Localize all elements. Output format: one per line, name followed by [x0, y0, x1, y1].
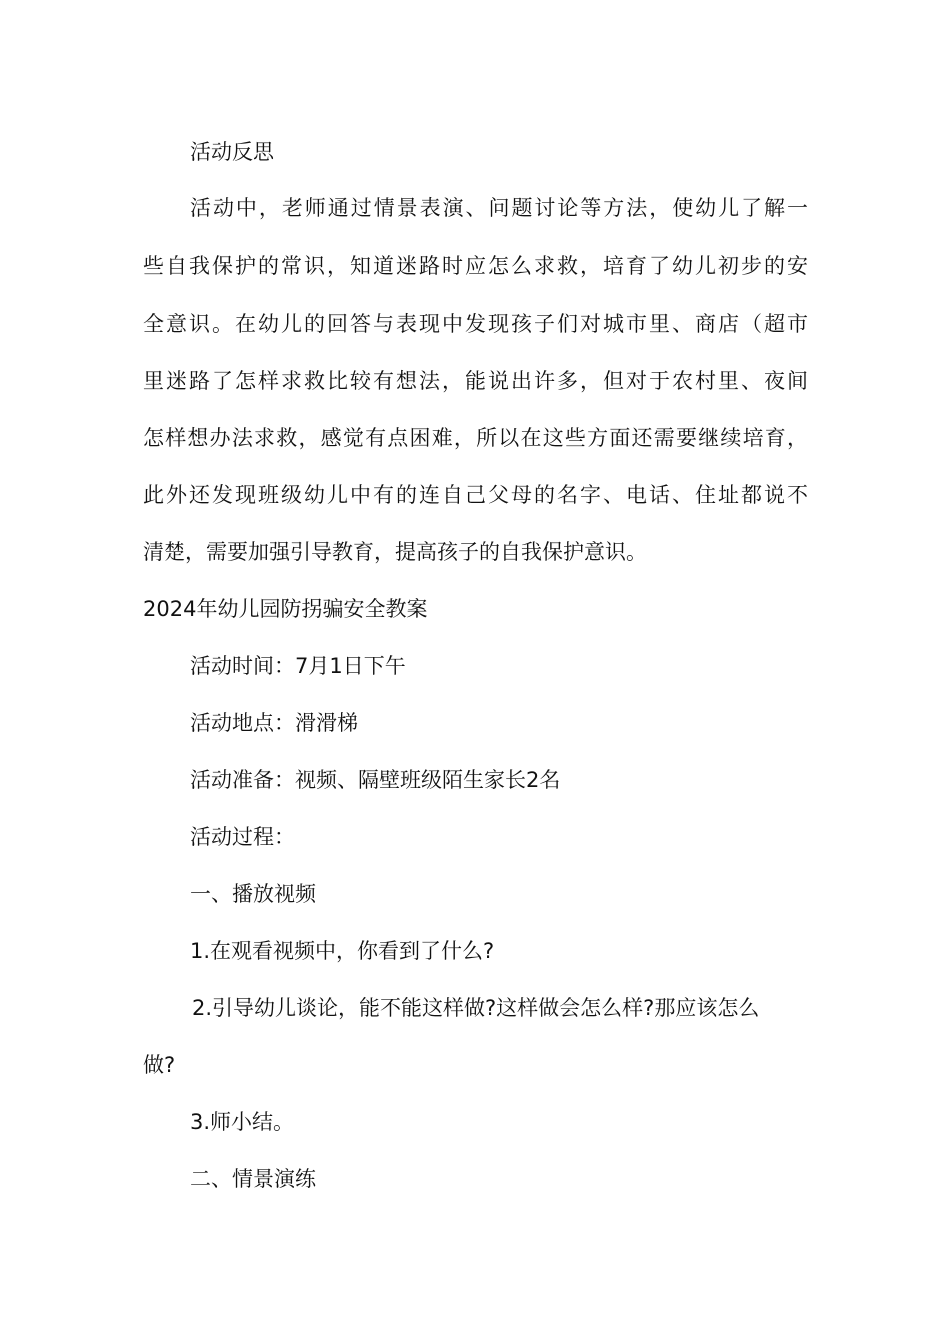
activity-place: 活动地点：滑滑梯	[190, 711, 358, 735]
item-2-line-1: 2.引导幼儿谈论，能不能这样做?这样做会怎么样?那应该怎么	[192, 996, 760, 1020]
section-1-heading: 一、播放视频	[190, 882, 316, 906]
reflection-line-3: 全意识。在幼儿的回答与表现中发现孩子们对城市里、商店（超市	[143, 312, 808, 336]
activity-prep: 活动准备：视频、隔壁班级陌生家长2名	[190, 768, 561, 792]
activity-process: 活动过程：	[190, 825, 295, 849]
reflection-line-5: 怎样想办法求救，感觉有点困难，所以在这些方面还需要继续培育，	[143, 426, 808, 450]
item-3: 3.师小结。	[190, 1110, 295, 1134]
section-2-heading: 二、情景演练	[190, 1167, 316, 1191]
reflection-line-2: 些自我保护的常识，知道迷路时应怎么求救，培育了幼儿初步的安	[143, 254, 808, 278]
reflection-line-6: 此外还发现班级幼儿中有的连自己父母的名字、电话、住址都说不	[143, 483, 808, 507]
reflection-line-1: 活动中，老师通过情景表演、问题讨论等方法，使幼儿了解一	[190, 196, 808, 220]
document-title: 2024年幼儿园防拐骗安全教案	[143, 597, 428, 621]
reflection-line-7: 清楚，需要加强引导教育，提高孩子的自我保护意识。	[143, 540, 647, 564]
reflection-line-4: 里迷路了怎样求救比较有想法，能说出许多，但对于农村里、夜间	[143, 369, 808, 393]
reflection-heading: 活动反思	[190, 140, 274, 164]
item-1: 1.在观看视频中，你看到了什么?	[190, 939, 495, 963]
activity-time: 活动时间：7月1日下午	[190, 654, 406, 678]
item-2-line-2: 做?	[143, 1053, 176, 1077]
